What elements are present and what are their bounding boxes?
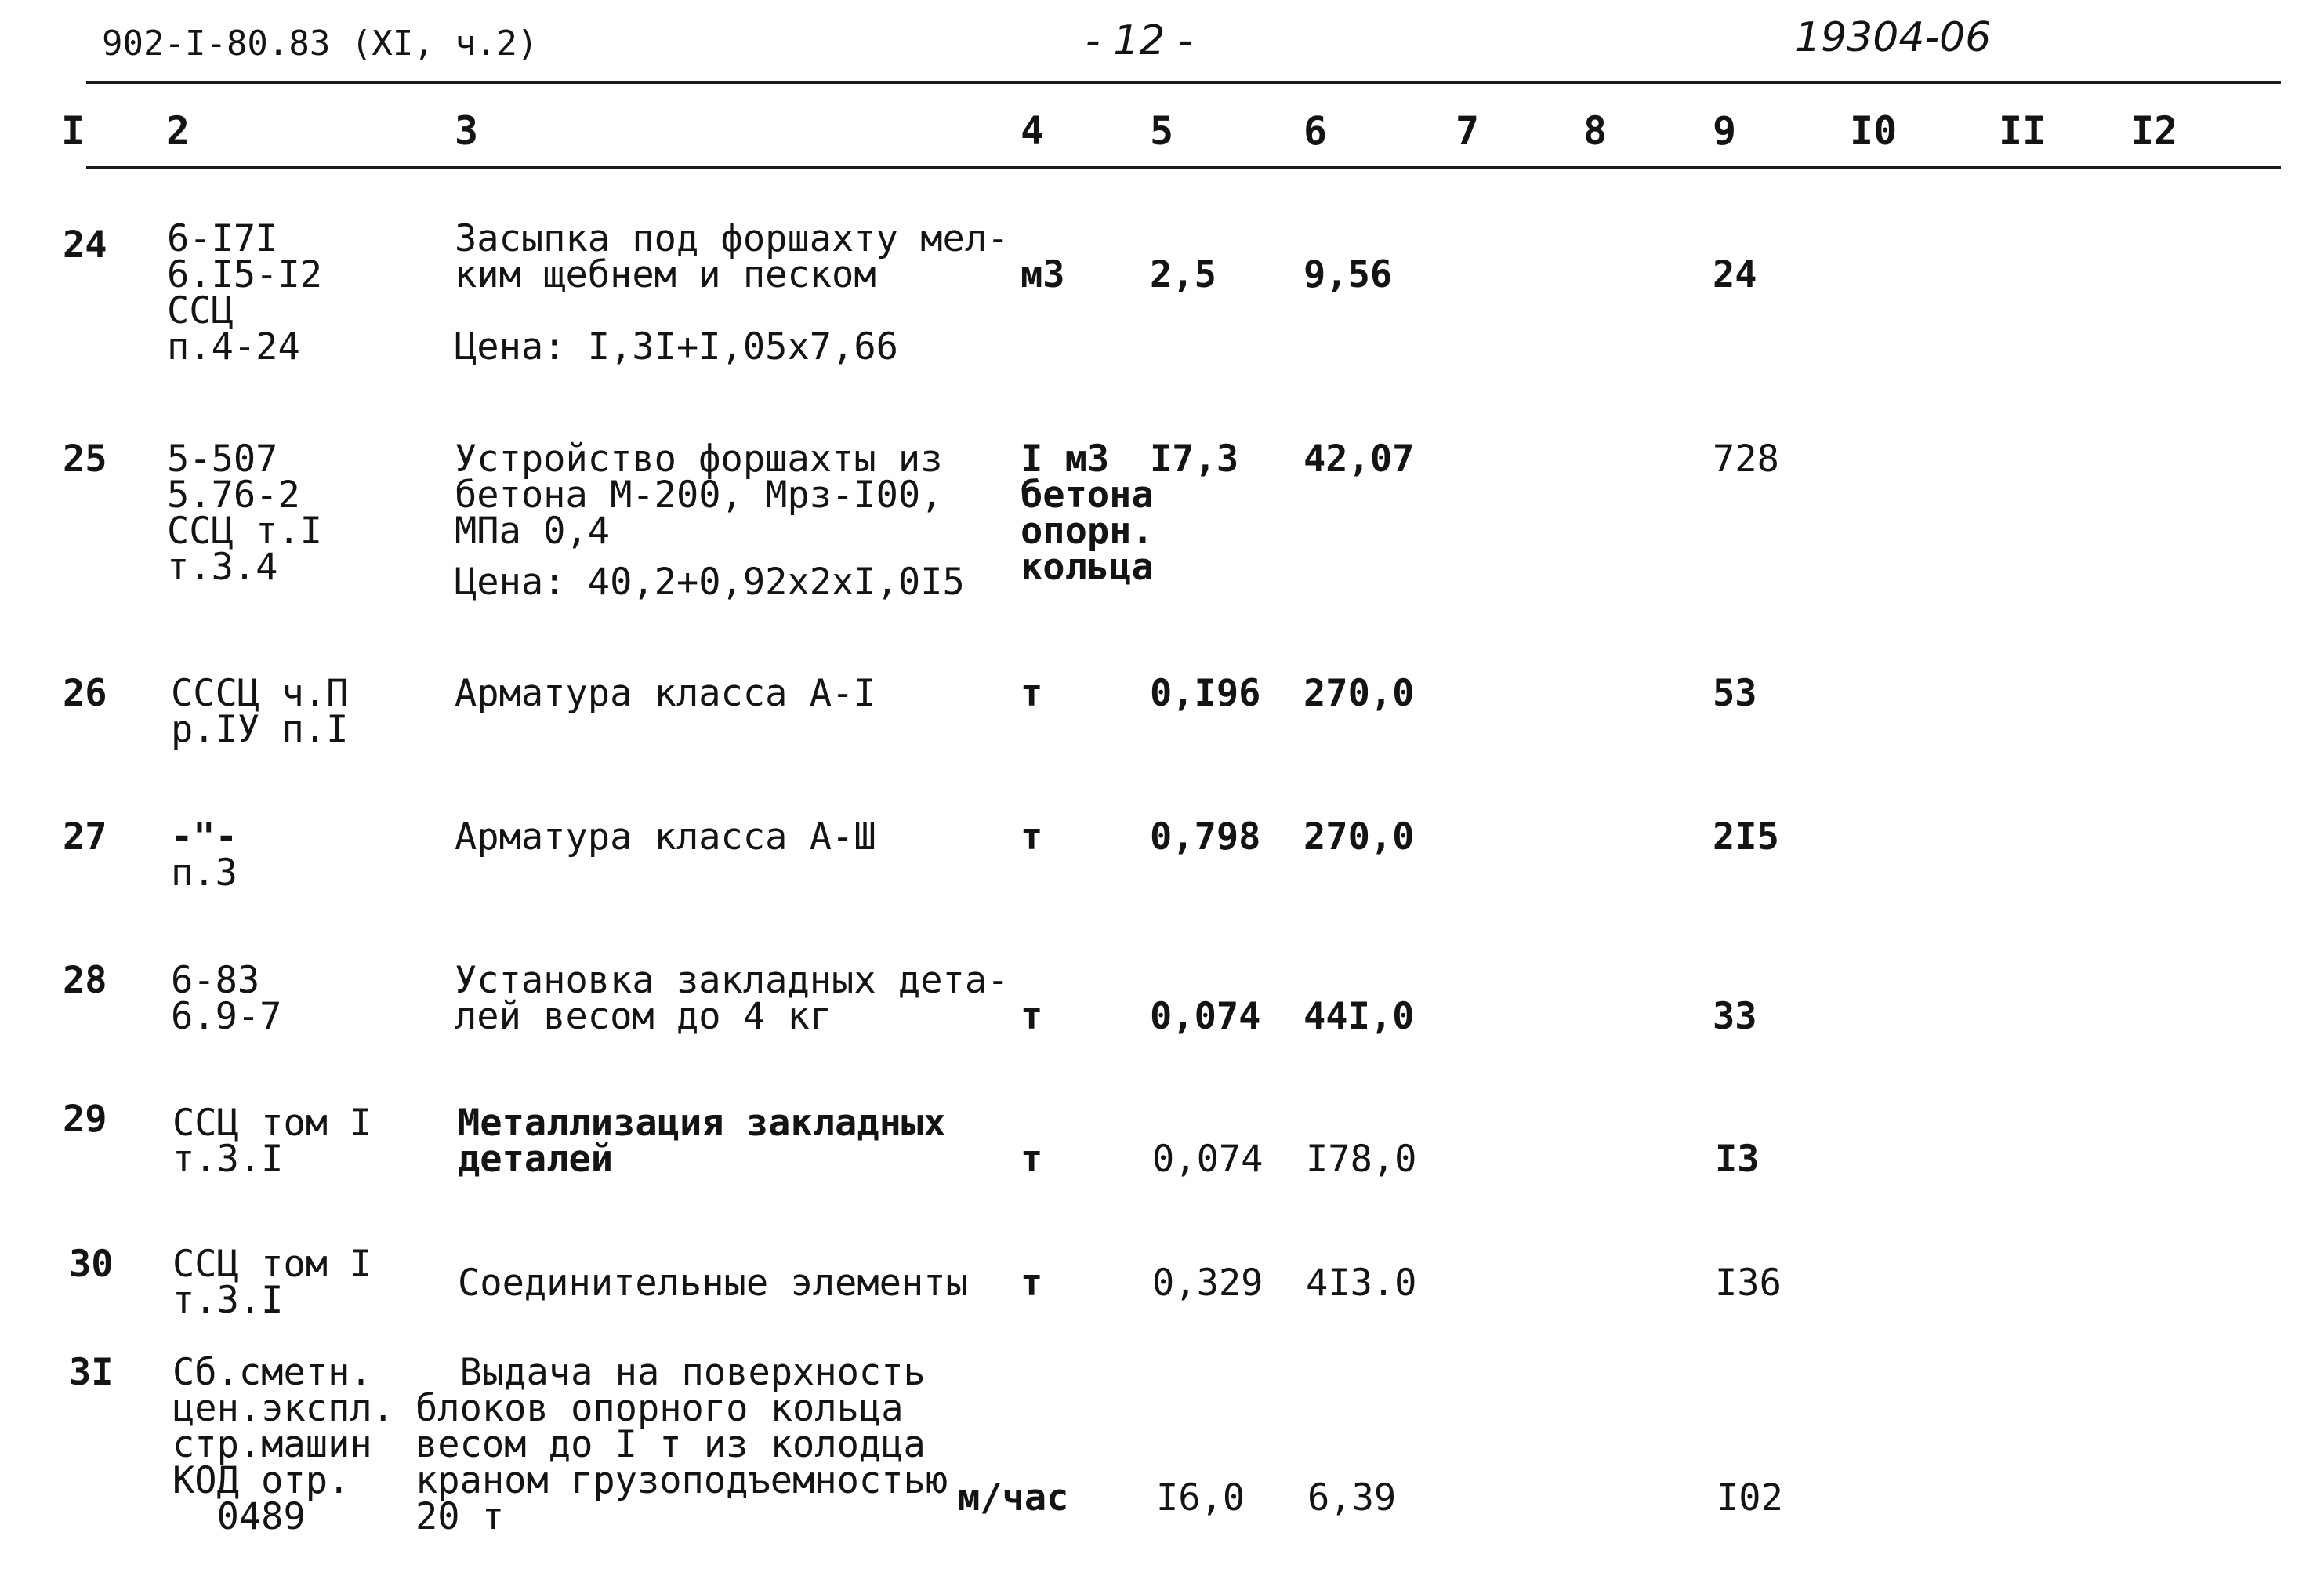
column-number: 9 (1713, 108, 1737, 154)
code-line: КОД отр. (172, 1459, 350, 1502)
page-number: - 12 - (1086, 17, 1193, 64)
row-number: 24 (63, 223, 107, 267)
unit-line: т (1021, 995, 1043, 1038)
work-description-line: 20 т (415, 1495, 505, 1538)
unit-line: бетона (1021, 474, 1154, 517)
unit-line: т (1021, 815, 1043, 859)
row-number: 29 (63, 1098, 107, 1141)
code-line: стр.машин (172, 1423, 372, 1466)
row-number: 27 (63, 815, 107, 859)
unit-cost: 270,0 (1303, 672, 1415, 715)
row-number: 3I (69, 1351, 114, 1394)
work-description-line: Металлизация закладных (458, 1102, 946, 1145)
work-description-line: Арматура класса А-I (455, 672, 876, 715)
code-line: -"- (171, 815, 237, 859)
quantity: I6,0 (1156, 1476, 1245, 1519)
code-line: ССЦ том I (172, 1102, 372, 1145)
code-line: ССЦ т.I (167, 510, 323, 553)
price-formula: Цена: I,3I+I,05х7,66 (455, 325, 898, 369)
total-cost: 53 (1713, 672, 1757, 715)
price-formula: Цена: 40,2+0,92х2хI,0I5 (455, 561, 965, 604)
work-description-line: Арматура класса А-Ш (455, 815, 876, 859)
row-number: 28 (63, 959, 107, 1002)
code-line: 6.I5-I2 (167, 253, 323, 296)
total-cost: 24 (1713, 253, 1757, 296)
code-line: 5-507 (167, 438, 278, 481)
work-description-line: Установка закладных дета- (455, 959, 1010, 1002)
unit-cost: 6,39 (1307, 1476, 1397, 1519)
unit-cost: I78,0 (1306, 1138, 1417, 1181)
quantity: 0,798 (1150, 815, 1261, 859)
unit-line: кольца (1021, 546, 1154, 589)
column-number: 8 (1583, 108, 1608, 154)
column-number: 7 (1456, 108, 1480, 154)
quantity: I7,3 (1150, 438, 1239, 481)
header-top-rule (86, 81, 2281, 84)
total-cost: I36 (1715, 1262, 1782, 1305)
row-number: 30 (69, 1243, 114, 1286)
work-description-line: лей весом до 4 кг (455, 995, 832, 1038)
column-number: 5 (1150, 108, 1174, 154)
code-line: 6-I7I (167, 217, 278, 260)
work-description-line: краном грузоподъемностью (415, 1459, 948, 1502)
code-line: т.3.4 (167, 546, 278, 589)
code-line: Сб.сметн. (172, 1351, 372, 1394)
column-number: 4 (1021, 108, 1045, 154)
total-cost: 2I5 (1713, 815, 1779, 859)
column-number: 6 (1303, 108, 1328, 154)
work-description-line: Устройство форшахты из (455, 438, 943, 481)
code-line: т.3.I (172, 1138, 284, 1181)
column-number: 2 (166, 108, 190, 154)
code-line: п.4-24 (167, 325, 300, 369)
column-number: I2 (2130, 108, 2178, 154)
work-description-line: бетона М-200, Мрз-I00, (455, 474, 943, 517)
inventory-number: 19304-06 (1795, 14, 1992, 61)
code-line: ССЦ том I (172, 1243, 372, 1286)
unit-line: I м3 (1021, 438, 1110, 481)
column-number: 3 (455, 108, 479, 154)
unit-cost: 44I,0 (1303, 995, 1415, 1038)
column-number: II (1999, 108, 2047, 154)
unit-line: м/час (958, 1476, 1069, 1519)
work-description-line: Соединительные элементы (458, 1262, 968, 1305)
code-line: 6-83 (171, 959, 260, 1002)
unit-line: т (1021, 1138, 1043, 1181)
work-description-line: МПа 0,4 (455, 510, 611, 553)
row-number: 25 (63, 438, 107, 481)
quantity: 2,5 (1150, 253, 1216, 296)
unit-cost: 9,56 (1303, 253, 1393, 296)
unit-line: т (1021, 672, 1043, 715)
total-cost: 728 (1713, 438, 1779, 481)
unit-line: т (1021, 1262, 1043, 1305)
work-description-line: деталей (458, 1138, 614, 1181)
quantity: 0,074 (1150, 995, 1261, 1038)
quantity: 0,329 (1152, 1262, 1264, 1305)
code-line: 6.9-7 (171, 995, 282, 1038)
total-cost: I3 (1715, 1138, 1760, 1181)
work-description-line: блоков опорного кольца (415, 1387, 904, 1430)
code-line: 0489 (172, 1495, 306, 1538)
header-bottom-rule (86, 166, 2281, 169)
code-line: р.IУ п.I (171, 708, 349, 751)
unit-line: опорн. (1021, 510, 1154, 553)
total-cost: I02 (1717, 1476, 1783, 1519)
code-line: ССЦ (167, 289, 234, 332)
code-line: 5.76-2 (167, 474, 300, 517)
quantity: 0,I96 (1150, 672, 1261, 715)
work-description-line: Засыпка под форшахту мел- (455, 217, 1010, 260)
code-line: п.3 (171, 851, 237, 895)
code-line: СССЦ ч.П (171, 672, 349, 715)
unit-line: м3 (1021, 253, 1065, 296)
work-description-line: весом до I т из колодца (415, 1423, 926, 1466)
unit-cost: 4I3.0 (1306, 1262, 1417, 1305)
row-number: 26 (63, 672, 107, 715)
work-description-line: Выдача на поверхность (415, 1351, 926, 1394)
column-number: I (61, 108, 85, 154)
unit-cost: 270,0 (1303, 815, 1415, 859)
code-line: т.3.I (172, 1279, 284, 1322)
quantity: 0,074 (1152, 1138, 1264, 1181)
column-number: I0 (1850, 108, 1898, 154)
code-line: цен.экспл. (172, 1387, 394, 1430)
work-description-line: ким щебнем и песком (455, 253, 876, 296)
unit-cost: 42,07 (1303, 438, 1415, 481)
document-code: 902-I-80.83 (XI, ч.2) (102, 24, 538, 64)
total-cost: 33 (1713, 995, 1757, 1038)
